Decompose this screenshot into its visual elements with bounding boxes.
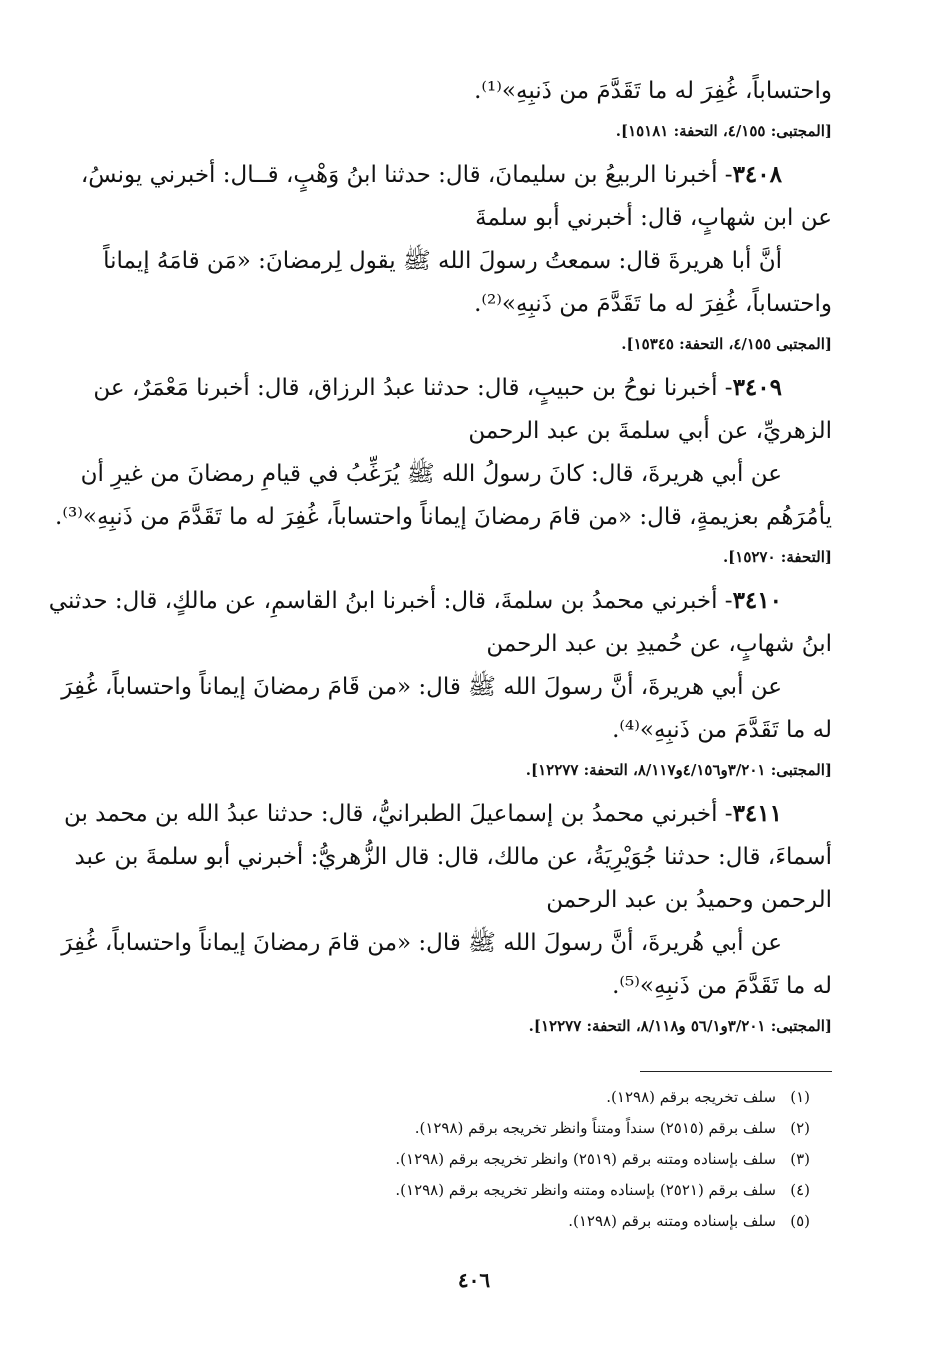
- hadith-chain-line: الرحمن وحميدُ بن عبد الرحمن: [546, 887, 832, 913]
- hadith-chain-line: عن ابن شهابٍ، قال: أخبرني أبو سلمةَ: [475, 205, 832, 231]
- hadith-text-line: أنَّ أبا هريرةَ قال: سمعتُ رسولَ الله ﷺ يقول لِرمضانَ: «مَن قامَهُ إيماناً: [103, 248, 782, 274]
- hadith-text-line: عن أبي هريرةَ، قال: كانَ رسولُ الله ﷺ يُرَغِّبُ في قيامِ رمضانَ من غيرِ أن: [80, 461, 782, 487]
- footnote-item: [250, 1082, 810, 1113]
- footnote-item: [250, 1206, 810, 1237]
- footnote-text: سلف برقم (٢٥١٥) سنداً ومتناً وانظر تخريجه برقم (١٢٩٨).: [414, 1119, 776, 1137]
- hadith-chain: - أخبرني محمدُ بن سلمةَ، قال: أخبرنا ابنُ القاسمِ، عن مالكٍ، قال: حدثني: [48, 588, 733, 614]
- hadith-text-line: له ما تَقَدَّمَ من ذَنبِهِ»⁽⁵⁾.: [612, 973, 832, 999]
- footnote-text: سلف تخريجه برقم (١٢٩٨).: [606, 1088, 776, 1106]
- hadith-text-line: له ما تَقَدَّمَ من ذَنبِهِ»⁽⁴⁾.: [612, 717, 832, 743]
- hadith-text-line: واحتساباً، غُفِرَ له ما تَقَدَّمَ من ذَنبِهِ»⁽²⁾.: [474, 291, 832, 317]
- reference-note: [التحفة: ١٥٢٧٠].: [722, 548, 832, 566]
- footnote-number: (٥): [790, 1212, 810, 1230]
- reference-note: [المجتبى: ٣/٢٠١و٥٦/١ و٨/١١٨، التحفة: ١٢٢٧٧].: [528, 1017, 832, 1035]
- footnote-number: (١): [790, 1088, 810, 1106]
- reference-note: [المجتبى: ٣/٢٠١و٤/١٥٦و٨/١١٧، التحفة: ١٢٢٧٧].: [525, 761, 832, 779]
- page-number: ٤٠٦: [457, 1268, 491, 1292]
- page-body: [48, 70, 832, 1048]
- hadith-3410: [48, 579, 832, 784]
- hadith-chain: - أخبرنا الربيعُ بن سليمانَ، قال: حدثنا ابنُ وَهْبٍ، قــال: أخبرني يونسُ،: [80, 162, 733, 188]
- reference-note: [المجتبى: ٤/١٥٥، التحفة: ١٥١٨١].: [615, 122, 832, 140]
- footnote-number: (٢): [790, 1119, 810, 1137]
- footnote-text: سلف بإسناده ومتنه برقم (٢٥١٩) وانظر تخريجه برقم (١٢٩٨).: [395, 1150, 776, 1168]
- hadith-number: ٣٤٠٩: [732, 374, 782, 401]
- footnote-item: [250, 1113, 810, 1144]
- footnotes: [250, 1082, 810, 1237]
- hadith-3408: [80, 153, 832, 358]
- hadith-text-line: يأمُرَهُم بعزيمةٍ، قال: «من قامَ رمضانَ إيماناً واحتساباً، غُفِرَ له ما تَقَدَّمَ من ذَنبِهِ»⁽³⁾.: [55, 504, 832, 530]
- hadith-chain: - أخبرنا نوحُ بن حبيبٍ، قال: حدثنا عبدُ الرزاق، قال: أخبرنا مَعْمَرٌ، عن: [93, 375, 733, 401]
- continuation-line: واحتساباً، غُفِرَ له ما تَقَدَّمَ من ذَنبِهِ»⁽¹⁾.: [474, 78, 832, 104]
- hadith-number: ٣٤١٠: [732, 587, 782, 614]
- footnote-item: [250, 1175, 810, 1206]
- footnote-item: [250, 1144, 810, 1175]
- footnote-number: (٣): [790, 1150, 810, 1168]
- hadith-text-line: عن أبي هريرةَ، أنَّ رسولَ الله ﷺ قال: «من قَامَ رمضانَ إيماناً واحتساباً، غُفِرَ: [61, 674, 782, 700]
- hadith-chain-line: الزهريِّ، عن أبي سلمةَ بن عبد الرحمن: [468, 418, 832, 444]
- footnote-separator: [640, 1071, 832, 1072]
- footnote-text: سلف بإسناده ومتنه برقم (١٢٩٨).: [568, 1212, 776, 1230]
- hadith-number: ٣٤٠٨: [732, 161, 782, 188]
- footnote-text: سلف برقم (٢٥٢١) بإسناده ومتنه وانظر تخريجه برقم (١٢٩٨).: [395, 1181, 776, 1199]
- hadith-chain-line: أسماءَ، قال: حدثنا جُوَيْرِيَةُ، عن مالك، قال: قال الزُّهريُّ: أخبرني أبو سلمةَ بن عبد: [74, 844, 832, 870]
- reference-note: [المجتبى ٤/١٥٥، التحفة: ١٥٣٤٥].: [621, 335, 832, 353]
- hadith-3409: [55, 366, 832, 571]
- hadith-3411: [61, 792, 832, 1040]
- hadith-text-line: عن أبي هُريرةَ، أنَّ رسولَ الله ﷺ قال: «من قامَ رمضانَ إيماناً واحتساباً، غُفِرَ: [61, 930, 782, 956]
- hadith-chain: - أخبرني محمدُ بن إسماعيلَ الطبرانيُّ، قال: حدثنا عبدُ الله بن محمد بن: [63, 801, 733, 827]
- footnote-number: (٤): [790, 1181, 810, 1199]
- hadith-chain-line: ابنُ شهابٍ، عن حُميدِ بن عبد الرحمن: [486, 631, 832, 657]
- hadith-number: ٣٤١١: [732, 800, 782, 827]
